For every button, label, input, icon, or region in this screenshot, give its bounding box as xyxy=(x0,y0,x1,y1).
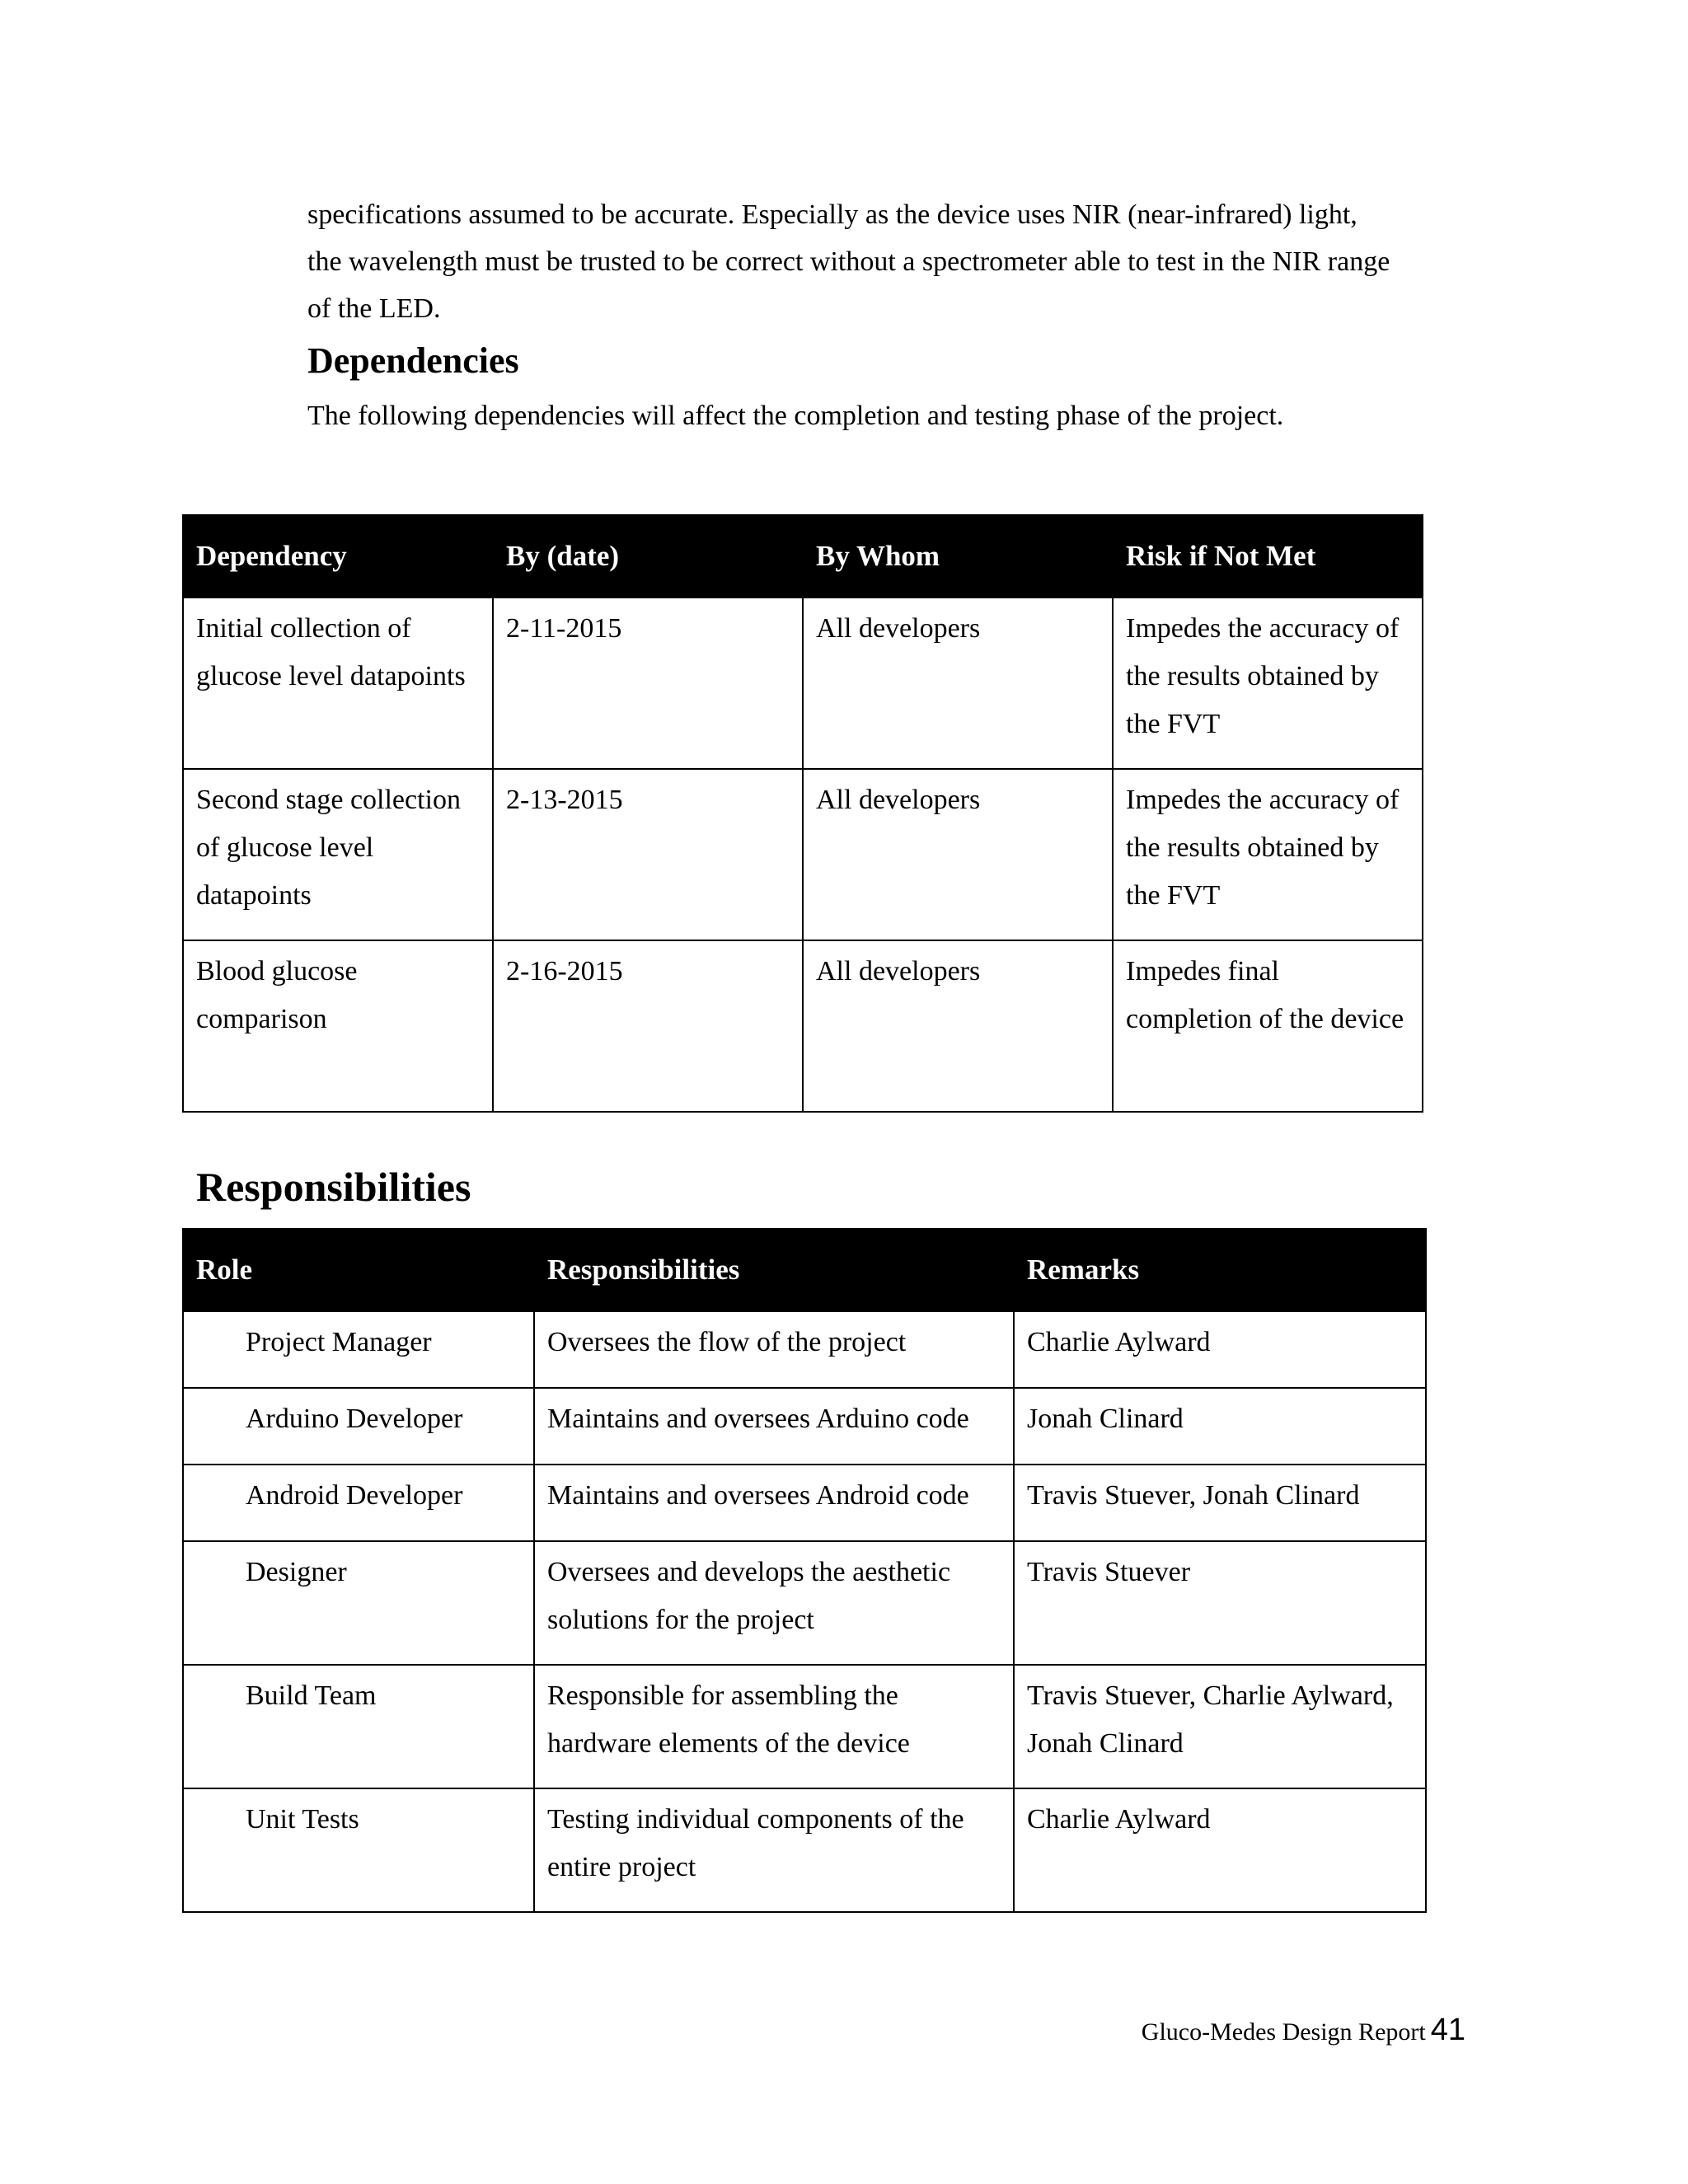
responsibility-cell: Testing individual components of the entire project xyxy=(534,1788,1014,1912)
remarks-cell: Jonah Clinard xyxy=(1014,1388,1426,1465)
remarks-cell: Travis Stuever xyxy=(1014,1541,1426,1665)
table-row xyxy=(183,1465,1426,1541)
responsibilities-table xyxy=(182,1228,1427,1913)
dependencies-header-row xyxy=(183,515,1423,598)
col-header-responsibilities: Responsibilities xyxy=(534,1229,1014,1311)
col-header-risk: Risk if Not Met xyxy=(1113,515,1423,598)
responsibility-cell: Maintains and oversees Arduino code xyxy=(534,1388,1014,1465)
responsibilities-heading: Responsibilities xyxy=(196,1164,471,1210)
col-header-role: Role xyxy=(183,1229,534,1311)
who-cell: All developers xyxy=(803,940,1113,1112)
intro-line-2: the wavelength must be trusted to be correct without a spectrometer able to test in the NIR range xyxy=(307,246,1390,277)
table-row xyxy=(183,1788,1426,1912)
col-header-remarks: Remarks xyxy=(1014,1229,1426,1311)
date-cell: 2-11-2015 xyxy=(493,598,803,769)
dependency-cell: Second stage collection of glucose level datapoints xyxy=(183,769,493,940)
table-row xyxy=(183,1541,1426,1665)
date-cell: 2-13-2015 xyxy=(493,769,803,940)
dependency-cell: Initial collection of glucose level datapoints xyxy=(183,598,493,769)
table-row xyxy=(183,1388,1426,1465)
intro-line-3: of the LED. xyxy=(307,293,441,324)
page-number: 41 xyxy=(1430,2013,1465,2047)
table-row xyxy=(183,769,1423,940)
role-cell: Build Team xyxy=(183,1665,534,1788)
responsibility-cell: Oversees the flow of the project xyxy=(534,1311,1014,1388)
table-row xyxy=(183,1311,1426,1388)
dependencies-table xyxy=(182,514,1423,1113)
col-header-who: By Whom xyxy=(803,515,1113,598)
responsibility-cell: Oversees and develops the aesthetic solutions for the project xyxy=(534,1541,1014,1665)
intro-line-1: specifications assumed to be accurate. Especially as the device uses NIR (near-infrared) light, xyxy=(307,199,1357,230)
table-row xyxy=(183,1665,1426,1788)
risk-cell: Impedes final completion of the device xyxy=(1113,940,1423,1112)
responsibility-cell: Responsible for assembling the hardware elements of the device xyxy=(534,1665,1014,1788)
responsibility-cell: Maintains and oversees Android code xyxy=(534,1465,1014,1541)
responsibilities-header-row xyxy=(183,1229,1426,1311)
role-cell: Android Developer xyxy=(183,1465,534,1541)
remarks-cell: Travis Stuever, Charlie Aylward, Jonah Clinard xyxy=(1014,1665,1426,1788)
role-cell: Arduino Developer xyxy=(183,1388,534,1465)
risk-cell: Impedes the accuracy of the results obtained by the FVT xyxy=(1113,769,1423,940)
dependencies-lead: The following dependencies will affect the completion and testing phase of the project. xyxy=(307,401,1284,431)
dependency-cell: Blood glucose comparison xyxy=(183,940,493,1112)
page-footer xyxy=(1142,2009,1465,2053)
dependencies-heading: Dependencies xyxy=(307,340,519,381)
footer-title: Gluco-Medes Design Report xyxy=(1141,2018,1426,2046)
table-row xyxy=(183,940,1423,1112)
col-header-date: By (date) xyxy=(493,515,803,598)
date-cell: 2-16-2015 xyxy=(493,940,803,1112)
remarks-cell: Charlie Aylward xyxy=(1014,1311,1426,1388)
risk-cell: Impedes the accuracy of the results obtained by the FVT xyxy=(1113,598,1423,769)
role-cell: Project Manager xyxy=(183,1311,534,1388)
remarks-cell: Charlie Aylward xyxy=(1014,1788,1426,1912)
role-cell: Unit Tests xyxy=(183,1788,534,1912)
col-header-dependency: Dependency xyxy=(183,515,493,598)
role-cell: Designer xyxy=(183,1541,534,1665)
remarks-cell: Travis Stuever, Jonah Clinard xyxy=(1014,1465,1426,1541)
who-cell: All developers xyxy=(803,769,1113,940)
table-row xyxy=(183,598,1423,769)
who-cell: All developers xyxy=(803,598,1113,769)
